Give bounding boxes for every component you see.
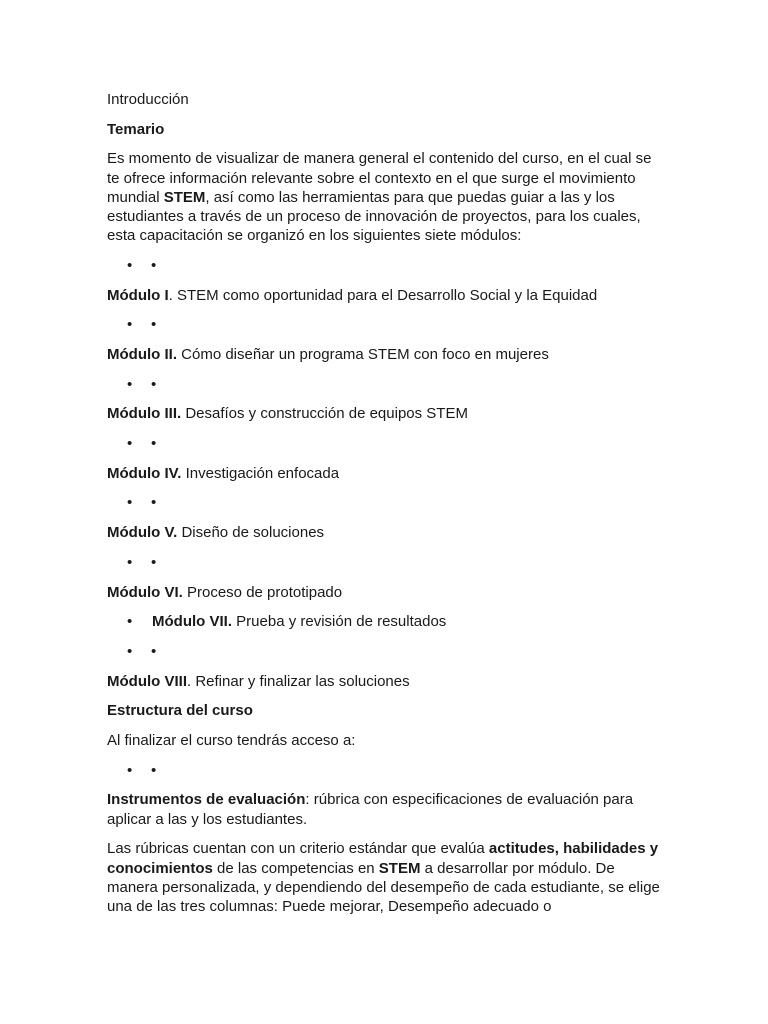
intro-paragraph-text-1: Es momento de visualizar de manera general el contenido del curso, en el cual se te ofrece información relevante sobre el contexto en el que surge el movimiento mundial <box>107 150 652 206</box>
module-text: Desafíos y construcción de equipos STEM <box>181 405 468 423</box>
module-label: Módulo VIII <box>107 672 187 690</box>
temario-heading: Temario <box>107 120 165 138</box>
intro-paragraph-stem: STEM <box>163 188 206 206</box>
module-4 <box>107 464 663 483</box>
module-2 <box>107 345 663 364</box>
rubricas-bold-1: actitudes, habilidades y conocimientos <box>107 840 659 877</box>
module-label: Módulo III. <box>107 405 182 423</box>
bullet-row <box>107 315 663 334</box>
instrumentos-paragraph <box>107 790 663 828</box>
bullet-dot: • <box>151 375 157 393</box>
module-text: Proceso de prototipado <box>182 583 343 601</box>
module-text: Diseño de soluciones <box>177 524 325 542</box>
bullet-dot: • <box>127 494 133 512</box>
acceso-text: Al finalizar el curso tendrás acceso a: <box>107 732 356 750</box>
document-page <box>107 90 663 927</box>
module-label: Módulo II. <box>107 346 177 363</box>
bullet-dot: • <box>127 256 133 274</box>
module-5 <box>107 523 663 542</box>
bullet-dot: • <box>127 642 133 660</box>
module-text: . STEM como oportunidad para el Desarrollo Social y la Equidad <box>168 286 598 304</box>
module-text: Prueba y revisión de resultados <box>232 613 447 631</box>
module-label: Módulo I <box>107 286 169 304</box>
bullet-dot: • <box>151 494 157 512</box>
bullet-dot: • <box>151 256 157 274</box>
rubricas-text-3: a desarrollar por módulo. De manera personalizada, y dependiendo del desempeño de cada estudiante, se elige una de las tres columnas: Puede mejorar, Desempeño adecuado o <box>107 859 660 915</box>
intro-paragraph-text-2: , así como las herramientas para que puedas guiar a las y los estudiantes a través de un proceso de innovación de proyectos, para los cuales, esta capacitación se organizó en los siguientes siete módulos: <box>107 188 641 245</box>
bullet-dot: • <box>127 613 133 631</box>
module-1 <box>107 286 663 305</box>
bullet-row <box>107 761 663 780</box>
bullet-dot: • <box>127 761 133 779</box>
rubricas-bold-2: STEM <box>378 859 421 877</box>
rubricas-text-2: de las competencias en <box>212 859 379 877</box>
bullet-row <box>107 642 663 661</box>
module-7-bullet <box>107 612 663 631</box>
rubricas-text-1: Las rúbricas cuentan con un criterio estándar que evalúa <box>107 840 489 858</box>
module-label: Módulo V. <box>107 524 178 542</box>
estructura-heading: Estructura del curso <box>107 702 253 720</box>
bullet-dot: • <box>151 316 157 334</box>
bullet-row <box>107 553 663 572</box>
module-7 <box>152 612 446 631</box>
module-6 <box>107 583 663 602</box>
bullet-dot: • <box>127 553 133 571</box>
bullet-dot: • <box>151 435 157 453</box>
module-label: Módulo VII. <box>152 613 232 631</box>
instrumentos-label: Instrumentos de evaluación <box>107 791 306 809</box>
bullet-row <box>107 493 663 512</box>
instrumentos-text: : rúbrica con especificaciones de evaluación para aplicar a las y los estudiantes. <box>107 791 634 828</box>
bullet-dot: • <box>127 435 133 453</box>
rubricas-paragraph <box>107 839 663 916</box>
intro-line: Introducción <box>107 91 189 108</box>
bullet-dot: • <box>127 316 133 334</box>
bullet-dot: • <box>127 375 133 393</box>
intro-paragraph <box>107 149 663 245</box>
bullet-dot: • <box>151 761 157 779</box>
module-text: . Refinar y finalizar las soluciones <box>187 672 410 690</box>
module-8 <box>107 672 663 691</box>
bullet-row <box>107 256 663 275</box>
bullet-dot: • <box>151 553 157 571</box>
bullet-row <box>107 375 663 394</box>
module-label: Módulo IV. <box>107 464 182 482</box>
module-3 <box>107 404 663 423</box>
bullet-dot: • <box>151 642 157 660</box>
module-text: Cómo diseñar un programa STEM con foco en mujeres <box>176 346 549 363</box>
module-text: Investigación enfocada <box>181 464 340 482</box>
bullet-row <box>107 434 663 453</box>
module-label: Módulo VI. <box>107 583 183 601</box>
